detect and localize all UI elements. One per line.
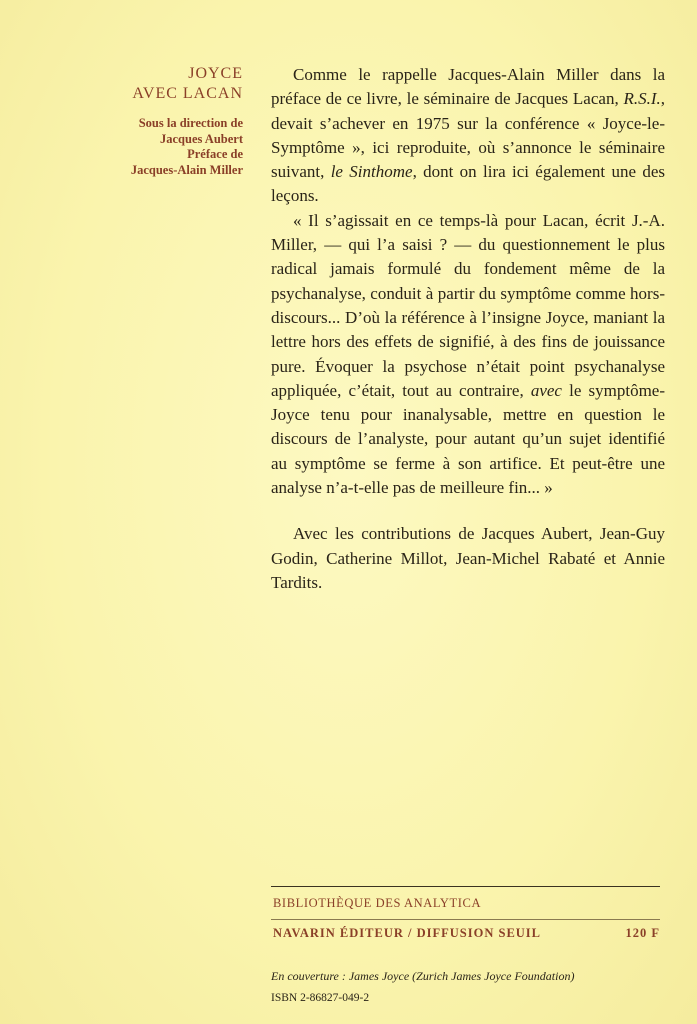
preface-author: Jacques-Alain Miller — [130, 162, 243, 177]
publisher-line — [271, 920, 660, 941]
paragraph-3: Avec les contributions de Jacques Aubert, Jean-Guy Godin, Catherine Millot, Jean-Michel Rabaté et Annie Tardits. — [271, 524, 665, 592]
publisher-block — [271, 886, 660, 941]
paragraph-1: Comme le rappelle Jacques-Alain Miller dans la préface de ce livre, le séminaire de Jacques Lacan, R.S.I., devait s’achever en 1975 sur la conférence « Joyce-le-Symptôme », ici reproduite, où s’annonce le séminaire suivant, le Sinthome, dont on lira ici également une des leçons. — [271, 65, 665, 206]
back-cover-text — [271, 63, 665, 595]
director-name: Jacques Aubert — [160, 131, 243, 146]
preface-label: Préface de — [187, 147, 243, 161]
direction-label: Sous la direction de — [138, 116, 243, 130]
book-title — [60, 64, 243, 104]
sinthome-title: le Sinthome — [330, 162, 413, 182]
publisher-name: NAVARIN ÉDITEUR / DIFFUSION SEUIL — [273, 926, 542, 940]
price: 120 F — [625, 926, 660, 940]
rsi-title: R.S.I. — [623, 89, 661, 109]
cover-credit: En couverture : James Joyce (Zurich James Joyce Foundation) — [271, 969, 575, 983]
isbn: ISBN 2-86827-049-2 — [271, 992, 370, 1004]
title-block — [60, 64, 243, 178]
credits — [60, 116, 243, 178]
series-name: BIBLIOTHÈQUE DES ANALYTICA — [273, 896, 482, 910]
title-line-1: JOYCE — [188, 65, 243, 82]
paragraph-2: « Il s’agissait en ce temps-là pour Lacan, écrit J.-A. Miller, — qui l’a saisi ? — du questionnement le plus radical jamais formulé du fondement même de la psychanalyse, conduit à partir du symptôme comme hors-discours... D’où la référence à l’insigne Joyce, maniant la lettre hors des effets de signifié, à des fins de jouissance pure. Évoquer la psychose n’était point psychanalyse appliquée, c’était, tout au contraire, avec le symptôme-Joyce tenu pour inanalysable, mettre en question le discours de l’analyste, pour autant qu’un sujet identifié au symptôme se ferme à son artifice. Et peut-être une analyse n’a-t-elle pas de meilleure fin... » — [271, 210, 665, 498]
title-line-2: AVEC LACAN — [132, 85, 243, 102]
avec-emphasis: avec — [530, 380, 562, 400]
